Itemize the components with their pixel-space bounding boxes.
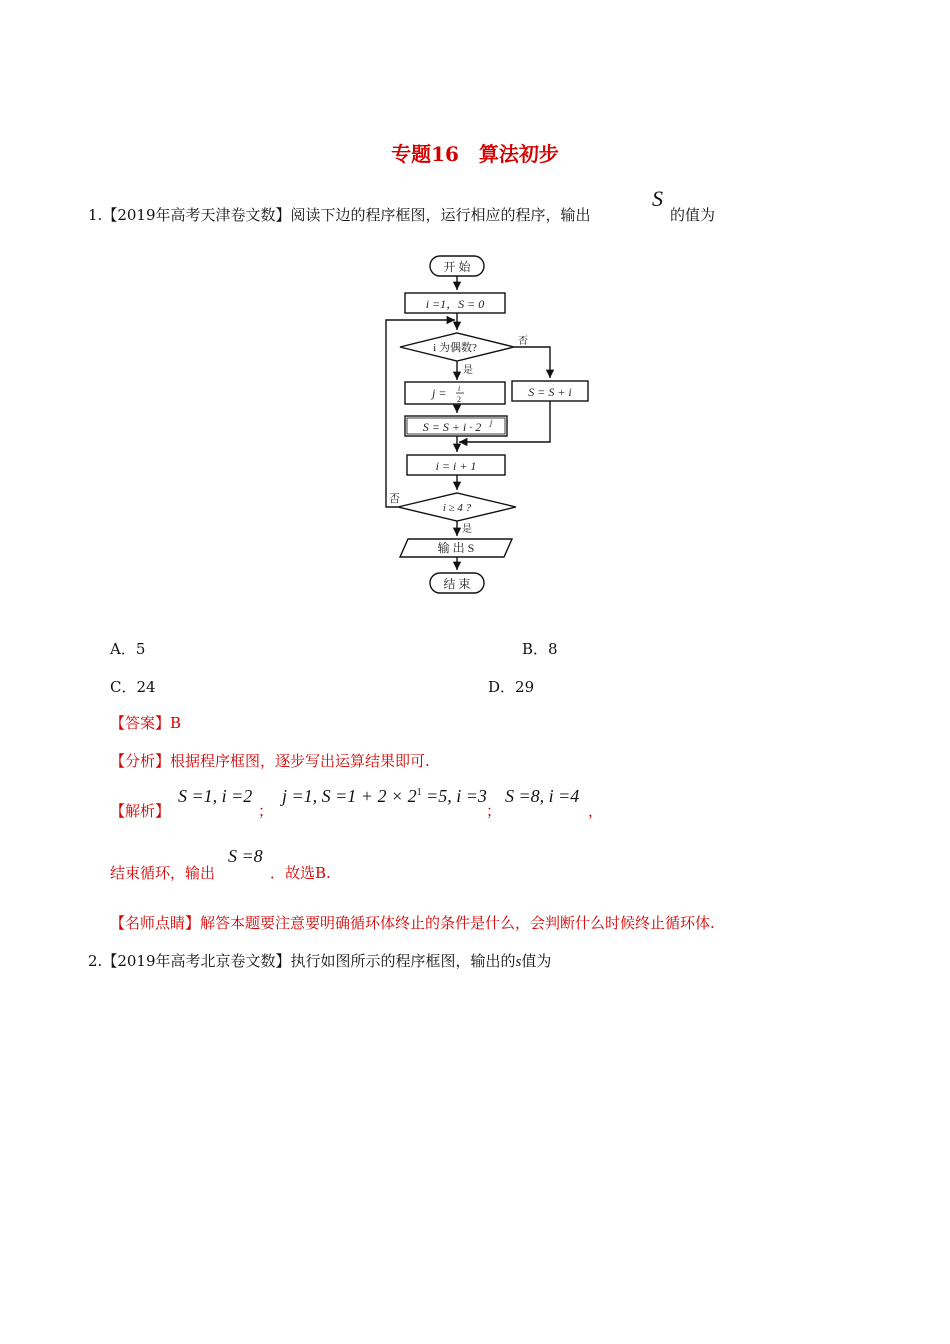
flow-output-label: 输 出 S	[437, 541, 475, 555]
solution-sep-3: ，	[588, 802, 604, 820]
flow-init-label: i =1，S = 0	[425, 297, 485, 311]
flow-cond1-yes: 是	[463, 365, 473, 376]
question-2-number: 2.	[88, 952, 103, 970]
flow-end-label: 结 束	[443, 577, 471, 591]
solution-math-2	[282, 786, 487, 807]
flow-step-j-label: j =	[432, 386, 447, 400]
solution-math-3	[505, 786, 579, 807]
question-2-source: 【2019年高考北京卷文数】	[102, 952, 291, 970]
flow-step-j-denominator: 2	[457, 395, 461, 404]
flow-cond2-label: i ≥ 4 ?	[442, 502, 472, 514]
solution-step-3: S =8, i =4	[505, 786, 580, 806]
question-2-stem-end: 值为	[521, 952, 552, 970]
flow-cond2-yes: 是	[462, 524, 472, 535]
question-1-stem: 阅读下边的程序框图，运行相应的程序，输出	[290, 206, 591, 224]
flow-start-label: 开 始	[443, 260, 471, 274]
analysis: 【分析】根据程序框图，逐步写出运算结果即可.	[110, 752, 430, 770]
question-1	[88, 204, 591, 225]
flow-step-j-box	[405, 382, 505, 404]
option-d: D．29	[488, 678, 535, 696]
option-c: C．24	[110, 678, 156, 696]
option-a: A．5	[110, 640, 146, 658]
solution-step-2a: j =1, S =1 + 2 × 2	[282, 786, 417, 806]
teacher-tip: 【名师点睛】解答本题要注意要明确循环体终止的条件是什么，会判断什么时候终止循环体.	[110, 914, 715, 932]
flow-step-s2-label: S = S + i	[528, 385, 572, 399]
conclusion-text: 结束循环，输出	[110, 864, 216, 882]
solution-step-1: S =1, i =2	[178, 786, 253, 806]
question-1-number: 1.	[88, 206, 103, 224]
solution-label: 【解析】	[110, 802, 171, 820]
conclusion-value: S =8	[228, 846, 263, 866]
answer: 【答案】B	[110, 714, 182, 732]
conclusion-math	[228, 846, 263, 867]
flow-step-j-numerator: i	[458, 384, 461, 393]
flow-cond2-no: 否	[389, 493, 400, 505]
page-title: 专题16 算法初步	[391, 142, 559, 166]
solution-math-1	[178, 786, 252, 807]
solution-sep-1: ；	[258, 802, 274, 820]
flowchart	[370, 250, 600, 600]
question-2-stem: 执行如图所示的程序框图，输出的	[290, 952, 516, 970]
flow-cond1-no: 否	[518, 336, 528, 347]
question-1-source: 【2019年高考天津卷文数】	[102, 206, 291, 224]
question-2	[88, 950, 551, 971]
solution-step-2b: =5, i =3	[421, 786, 487, 806]
solution-sep-2: ；	[486, 802, 502, 820]
question-1-stem-end: 的值为	[670, 206, 716, 224]
solution-step-2-exp: 1	[416, 787, 422, 798]
question-2-variable: s	[515, 954, 522, 970]
flow-step-s1-label: S = S + i · 2	[422, 420, 482, 434]
flow-step-s1-exponent: j	[490, 418, 493, 427]
conclusion-end: ．故选B.	[270, 864, 331, 882]
flow-inc-label: i = i + 1	[435, 459, 477, 473]
option-b: B．8	[522, 640, 558, 658]
flow-cond1-label: i 为偶数?	[433, 342, 477, 354]
question-1-variable: S	[652, 186, 663, 211]
